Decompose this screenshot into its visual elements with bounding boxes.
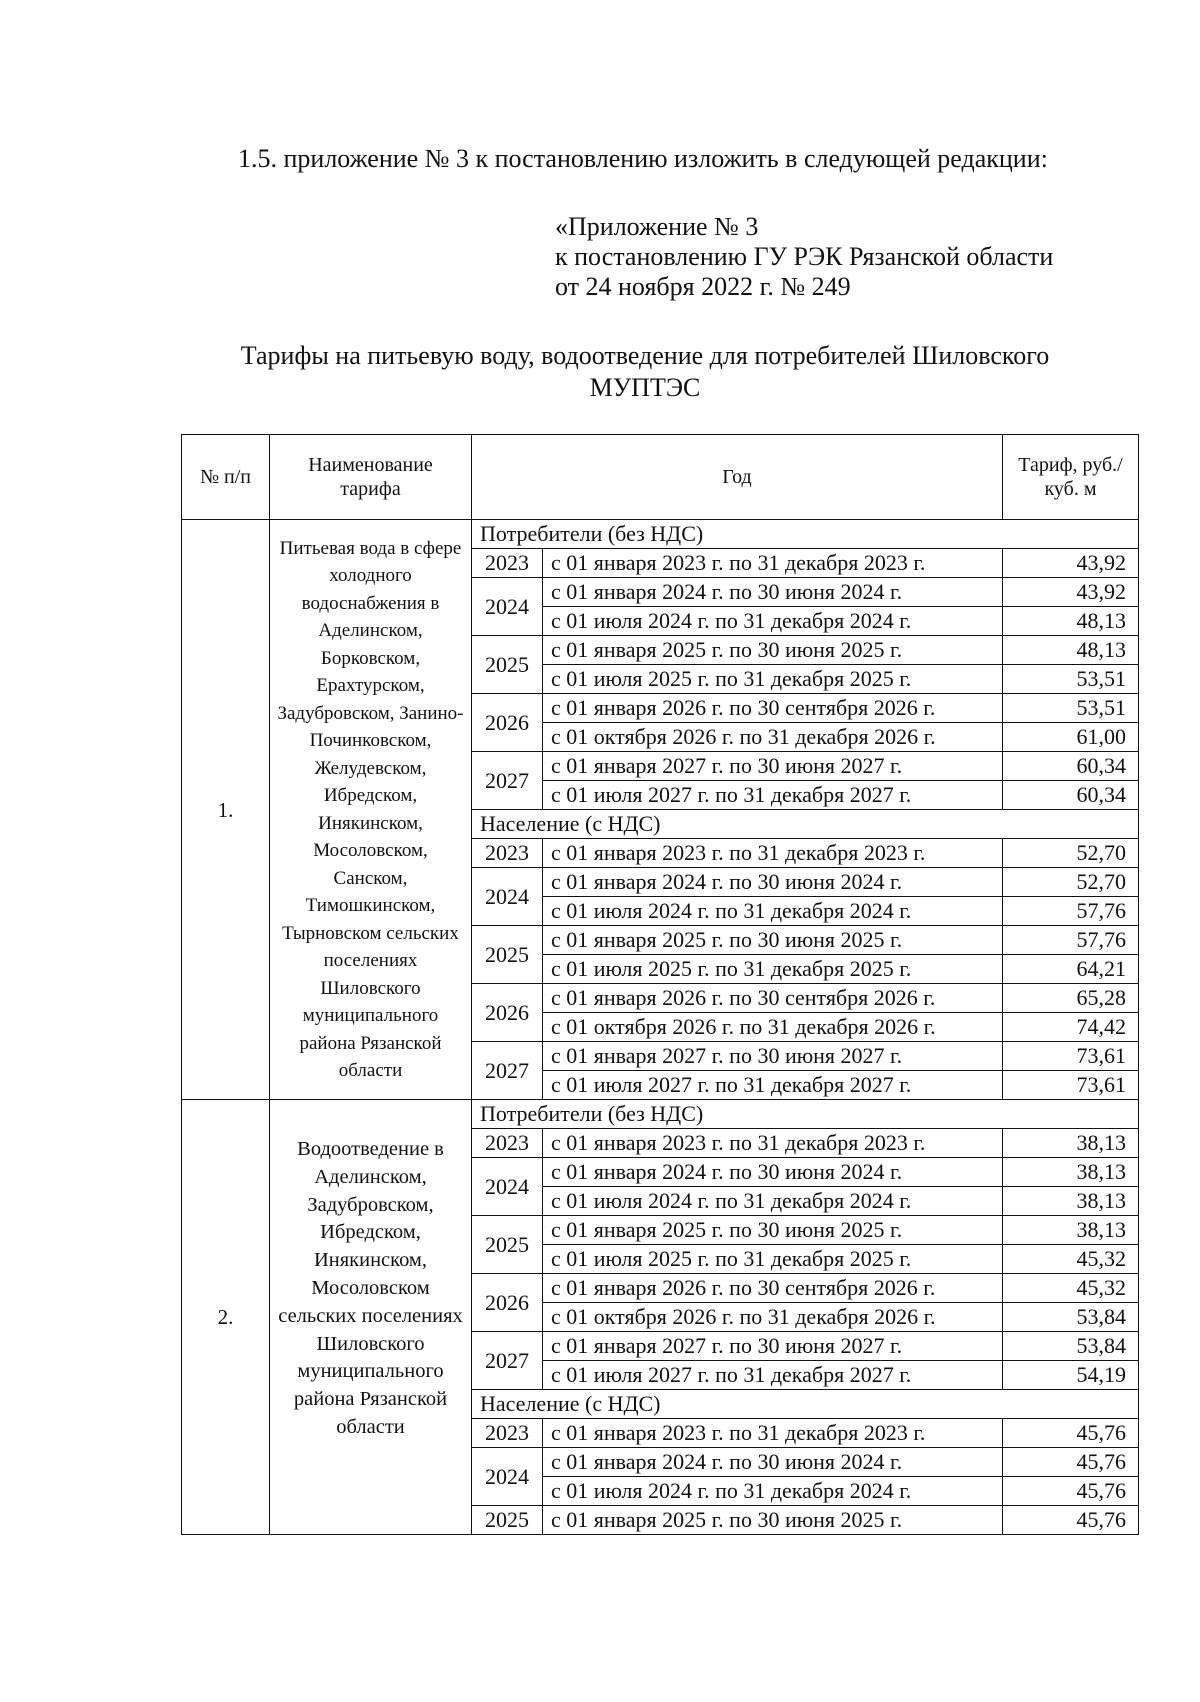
appendix-line: к постановлению ГУ РЭК Рязанской области [555,242,1054,271]
period-cell: с 01 июля 2027 г. по 31 декабря 2027 г. [543,1361,1003,1390]
tariff-table [181,434,1139,1535]
tariff-value: 48,13 [1003,636,1139,665]
tariff-value: 52,70 [1003,868,1139,897]
year-cell: 2025 [472,1216,543,1274]
tariff-value: 45,76 [1003,1448,1139,1477]
title-line: МУПТЭС [589,373,701,402]
period-cell: с 01 июля 2025 г. по 31 декабря 2025 г. [543,665,1003,694]
period-cell: с 01 января 2025 г. по 30 июня 2025 г. [543,1216,1003,1245]
tariff-value: 73,61 [1003,1042,1139,1071]
year-cell: 2026 [472,984,543,1042]
tariff-value: 52,70 [1003,839,1139,868]
period-cell: с 01 октября 2026 г. по 31 декабря 2026 г. [543,723,1003,752]
tariff-value: 38,13 [1003,1216,1139,1245]
period-cell: с 01 января 2024 г. по 30 июня 2024 г. [543,578,1003,607]
tariff-value: 60,34 [1003,752,1139,781]
period-cell: с 01 января 2026 г. по 30 сентября 2026 г. [543,984,1003,1013]
period-cell: с 01 января 2026 г. по 30 сентября 2026 г. [543,1274,1003,1303]
document-title [150,340,1140,404]
year-cell: 2025 [472,636,543,694]
period-cell: с 01 июля 2025 г. по 31 декабря 2025 г. [543,955,1003,984]
year-cell: 2025 [472,1506,543,1535]
year-cell: 2024 [472,1448,543,1506]
year-cell: 2024 [472,868,543,926]
tariff-value: 38,13 [1003,1129,1139,1158]
period-cell: с 01 июля 2024 г. по 31 декабря 2024 г. [543,1187,1003,1216]
year-cell: 2023 [472,839,543,868]
year-cell: 2026 [472,1274,543,1332]
tariff-value: 57,76 [1003,926,1139,955]
tariff-value: 38,13 [1003,1158,1139,1187]
year-cell: 2023 [472,549,543,578]
tariff-value: 64,21 [1003,955,1139,984]
group-row [182,520,1139,549]
tariff-value: 57,76 [1003,897,1139,926]
period-cell: с 01 октября 2026 г. по 31 декабря 2026 г. [543,1013,1003,1042]
appendix-reference [555,212,1053,302]
tariff-value: 65,28 [1003,984,1139,1013]
period-cell: с 01 января 2026 г. по 30 сентября 2026 г. [543,694,1003,723]
tariff-value: 45,32 [1003,1245,1139,1274]
tariff-value: 45,76 [1003,1506,1139,1535]
header-num: № п/п [182,435,270,520]
header-row [182,435,1139,520]
title-line: Тарифы на питьевую воду, водоотведение для потребителей Шиловского [240,341,1050,370]
year-cell: 2027 [472,1332,543,1390]
section-number: 1. [182,520,270,1100]
year-cell: 2023 [472,1129,543,1158]
group-label: Потребители (без НДС) [472,1100,1139,1129]
tariff-value: 48,13 [1003,607,1139,636]
section-name: Питьевая вода в сфере холодного водоснабжения в Аделинском, Борковском, Ерахтурском, Задубровском, Занино-Починковском, Желудевском, Ибредском, Инякинском, Мосоловском, Санском, Тимошкинском, Тырновском сельских поселениях Шиловского муниципального района Рязанской области [270,520,472,1100]
period-cell: с 01 января 2025 г. по 30 июня 2025 г. [543,636,1003,665]
tariff-value: 38,13 [1003,1187,1139,1216]
tariff-value: 43,92 [1003,578,1139,607]
year-cell: 2025 [472,926,543,984]
period-cell: с 01 января 2027 г. по 30 июня 2027 г. [543,752,1003,781]
year-cell: 2027 [472,1042,543,1100]
year-cell: 2024 [472,578,543,636]
period-cell: с 01 января 2024 г. по 30 июня 2024 г. [543,868,1003,897]
year-cell: 2024 [472,1158,543,1216]
appendix-line: от 24 ноября 2022 г. № 249 [555,272,851,301]
period-cell: с 01 июля 2025 г. по 31 декабря 2025 г. [543,1245,1003,1274]
period-cell: с 01 января 2024 г. по 30 июня 2024 г. [543,1158,1003,1187]
section-number: 2. [182,1100,270,1535]
period-cell: с 01 января 2027 г. по 30 июня 2027 г. [543,1332,1003,1361]
tariff-value: 53,84 [1003,1303,1139,1332]
header-year: Год [472,435,1003,520]
header-tariff: Тариф, руб./куб. м [1003,435,1139,520]
period-cell: с 01 июля 2024 г. по 31 декабря 2024 г. [543,897,1003,926]
tariff-value: 54,19 [1003,1361,1139,1390]
period-cell: с 01 января 2025 г. по 30 июня 2025 г. [543,1506,1003,1535]
year-cell: 2027 [472,752,543,810]
period-cell: с 01 июля 2024 г. по 31 декабря 2024 г. [543,607,1003,636]
table-body [182,520,1139,1535]
group-label: Население (с НДС) [472,1390,1139,1419]
period-cell: с 01 января 2023 г. по 31 декабря 2023 г. [543,1419,1003,1448]
appendix-line: «Приложение № 3 [555,212,759,241]
tariff-value: 60,34 [1003,781,1139,810]
tariff-value: 45,76 [1003,1477,1139,1506]
period-cell: с 01 июля 2024 г. по 31 декабря 2024 г. [543,1477,1003,1506]
amendment-intro: 1.5. приложение № 3 к постановлению изложить в следующей редакции: [238,144,1048,173]
tariff-value: 45,32 [1003,1274,1139,1303]
tariff-value: 61,00 [1003,723,1139,752]
group-row [182,1100,1139,1129]
period-cell: с 01 января 2023 г. по 31 декабря 2023 г. [543,549,1003,578]
group-label: Потребители (без НДС) [472,520,1139,549]
period-cell: с 01 января 2027 г. по 30 июня 2027 г. [543,1042,1003,1071]
period-cell: с 01 октября 2026 г. по 31 декабря 2026 г. [543,1303,1003,1332]
period-cell: с 01 июля 2027 г. по 31 декабря 2027 г. [543,781,1003,810]
period-cell: с 01 января 2023 г. по 31 декабря 2023 г. [543,1129,1003,1158]
header-name: Наименование тарифа [270,435,472,520]
tariff-value: 53,51 [1003,665,1139,694]
period-cell: с 01 июля 2027 г. по 31 декабря 2027 г. [543,1071,1003,1100]
tariff-value: 53,84 [1003,1332,1139,1361]
period-cell: с 01 января 2024 г. по 30 июня 2024 г. [543,1448,1003,1477]
period-cell: с 01 января 2025 г. по 30 июня 2025 г. [543,926,1003,955]
tariff-value: 53,51 [1003,694,1139,723]
group-label: Население (с НДС) [472,810,1139,839]
tariff-value: 74,42 [1003,1013,1139,1042]
period-cell: с 01 января 2023 г. по 31 декабря 2023 г. [543,839,1003,868]
section-name: Водоотведение в Аделинском, Задубровском, Ибредском, Инякинском, Мосоловском сельских поселениях Шиловского муниципального района Рязанской области [270,1100,472,1535]
tariff-value: 73,61 [1003,1071,1139,1100]
tariff-value: 45,76 [1003,1419,1139,1448]
year-cell: 2023 [472,1419,543,1448]
tariff-value: 43,92 [1003,549,1139,578]
year-cell: 2026 [472,694,543,752]
